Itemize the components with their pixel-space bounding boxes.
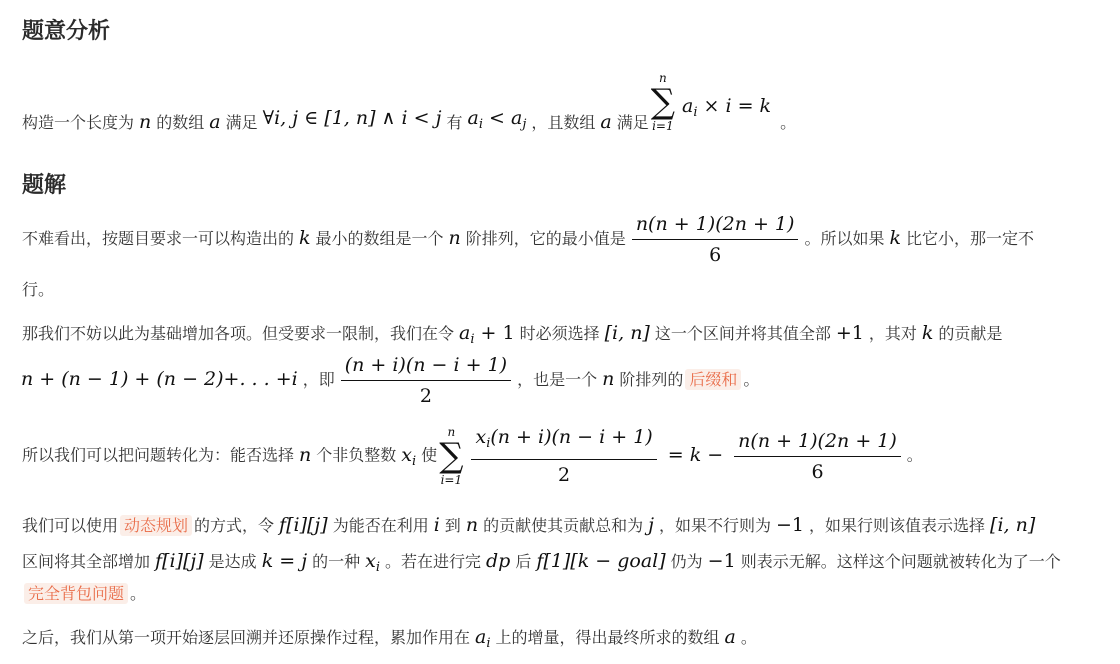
math-k: k: [889, 227, 901, 249]
text: 为能否在利用: [332, 516, 429, 535]
text: 时必须选择: [519, 324, 600, 343]
text: ，如果行则该值表示选择: [809, 516, 986, 535]
text: 的贡献是: [938, 324, 1003, 343]
text: 。所以如果: [804, 229, 885, 248]
math-n: n: [448, 227, 461, 249]
text: 这一个区间并将其值全部: [654, 324, 831, 343]
math-n: n: [299, 443, 312, 466]
math-range: [i, n]: [604, 322, 650, 344]
text: ，也是一个: [517, 370, 598, 389]
math-ai-plus-1: $a_i + 1$: [459, 322, 515, 347]
math-ai: $a_i$: [475, 626, 491, 651]
math-k: k: [921, 322, 934, 344]
text: 比它小，那一定不: [905, 229, 1034, 248]
text: 满足: [225, 113, 258, 132]
highlight-suffix-sum: 后缀和: [685, 369, 741, 390]
fraction-lhs: $\frac{x_i(n + i)(n - i + 1)}{2}$: [471, 424, 656, 488]
text: 区间将其全部增加: [22, 552, 151, 571]
math-minus-one: −1: [776, 514, 805, 536]
highlight-complete-knapsack: 完全背包问题: [24, 583, 128, 604]
summation: n ∑ i=1: [439, 425, 464, 487]
math-condition: ∀i, j ∈ [1, n] ∧ i < j: [262, 107, 442, 129]
section-title-analysis: 题意分析: [22, 19, 111, 44]
text: 的贡献使其贡献总和为: [483, 516, 644, 535]
fraction-suffix: $\frac{(n + i)(n - i + 1)}{2}$: [341, 352, 511, 409]
math-i: i: [433, 514, 440, 536]
text: 有: [446, 113, 463, 132]
math-xi: $x_i$: [365, 550, 380, 575]
math-minus-one: −1: [707, 550, 736, 572]
math-k: k: [299, 227, 311, 249]
paragraph-1-cont: [22, 277, 54, 303]
text: 的数组: [156, 113, 205, 132]
math-f1-goal: f[1][k − goal]: [536, 550, 666, 572]
paragraph-1: [22, 211, 1034, 268]
summation: n ∑ i=1: [650, 71, 675, 133]
math-k-eq-j: k = j: [261, 550, 308, 572]
paragraph-2: [22, 320, 1002, 353]
math-a: a: [600, 111, 612, 133]
math-a: a: [209, 111, 221, 133]
math-range: [i, n]: [990, 514, 1036, 536]
math-fij: f[i][j]: [155, 550, 204, 572]
math-n: n: [139, 111, 152, 133]
math-fij: f[i][j]: [279, 514, 328, 536]
math-dp: dp: [486, 550, 511, 572]
math-order: $a_i < a_j$: [467, 107, 527, 132]
text: 行。: [22, 280, 55, 299]
text: 。: [906, 445, 923, 465]
text: 最小的数组是一个: [315, 229, 444, 248]
text: 。: [130, 584, 147, 603]
text: 不难看出，按题目要求一可以构造出的: [22, 229, 295, 248]
text: ，即: [302, 370, 335, 389]
text: 后: [515, 552, 532, 571]
paragraph-2-cont: [16, 352, 759, 409]
text: 是达成: [208, 552, 257, 571]
paragraph-4-cont2: [22, 581, 146, 607]
math-j: j: [648, 514, 654, 536]
text: 阶排列，它的最小值是: [465, 229, 626, 248]
math-a: a: [724, 626, 736, 648]
text: ，其对: [868, 324, 917, 343]
text: 。: [740, 628, 757, 647]
fraction-rhs: $\frac{n(n + 1)(2n + 1)}{6}$: [734, 428, 901, 485]
math-n: n: [465, 514, 479, 536]
problem-statement: [22, 72, 796, 138]
text: 到: [444, 516, 461, 535]
math-n: n: [602, 368, 615, 390]
math-xi: $x_i$: [401, 443, 417, 469]
text: 之后，我们从第一项开始逐层回溯并还原操作过程，累加作用在: [22, 628, 471, 647]
text: 满足: [616, 113, 649, 132]
text: 。: [743, 370, 760, 389]
text: 构造一个长度为: [22, 113, 135, 132]
text: 那我们不妨以此为基础增加各项。但受要求一限制，我们在令: [22, 324, 455, 343]
text: 。若在进行完: [385, 552, 482, 571]
paragraph-3: [22, 424, 923, 488]
text: 上的增量，得出最终所求的数组: [495, 628, 720, 647]
paragraph-4-cont: [22, 548, 1061, 581]
text: 使: [421, 445, 438, 465]
text: 阶排列的: [619, 370, 684, 389]
text: ，如果不行则为: [658, 516, 771, 535]
math-plus-one: +1: [835, 322, 864, 344]
text: ，且数组: [531, 113, 596, 132]
highlight-dynamic-programming: 动态规划: [120, 515, 192, 536]
paragraph-4: [22, 512, 1040, 539]
math-eq-k-minus: = k −: [667, 443, 724, 466]
text: 的一种: [312, 552, 361, 571]
section-title-solution: 题解: [22, 173, 67, 198]
text: 我们可以使用: [22, 516, 119, 535]
text: 。: [780, 113, 797, 132]
text: 个非负整数: [316, 445, 397, 465]
paragraph-5: [22, 624, 757, 657]
fraction-min-value: $\frac{n(n + 1)(2n + 1)}{6}$: [632, 211, 799, 268]
text: 的方式，令: [194, 516, 275, 535]
text: 仍为: [670, 552, 703, 571]
text: 所以我们可以把问题转化为：能否选择: [22, 445, 295, 465]
math-sum-body: $a_i \times i = k$: [681, 95, 772, 120]
text: 则表示无解。这样这个问题就被转化为了一个: [740, 552, 1061, 571]
math-series: n + (n − 1) + (n − 2)+. . . +i: [21, 368, 298, 390]
